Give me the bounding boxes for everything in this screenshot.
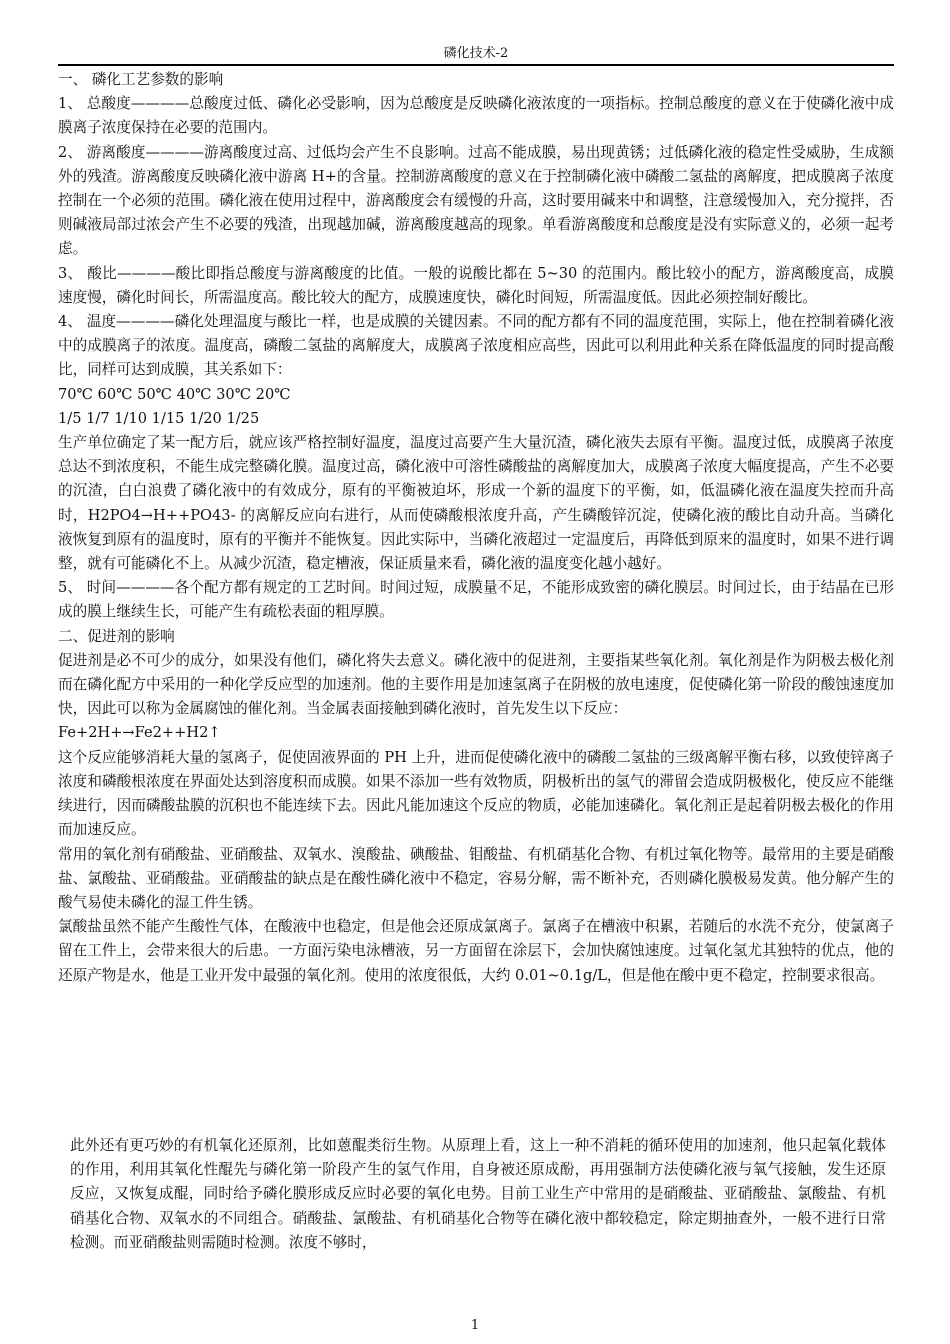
section-heading-2: 二、促进剂的影响 <box>58 627 175 645</box>
paragraph-common-oxidizers: 常用的氧化剂有硝酸盐、亚硝酸盐、双氧水、溴酸盐、碘酸盐、钼酸盐、有机硝基化合物、有机过氧化物等。最常用的主要是硝酸盐、氯酸盐、亚硝酸盐。亚硝酸盐的缺点是在酸性磷化液中不稳定，容易分解，需不断补充，否则磷化膜极易发黄。他分解产生的酸气易使未磷化的湿工件生锈。 <box>58 845 894 911</box>
ratio-values-line: 1/5 1/7 1/10 1/15 1/20 1/25 <box>58 409 260 427</box>
paragraph-accelerator: 促进剂是必不可少的成分，如果没有他们，磷化将失去意义。磷化液中的促进剂，主要指某些氧化剂。氧化剂是作为阴极去极化剂而在磷化配方中采用的一种化学反应型的加速剂。他的主要作用是加速氢离子在阴极的放电速度，促使磷化第一阶段的酸蚀速度加快，因此可以称为金属腐蚀的催化剂。当金属表面接触到磷化液时，首先发生以下反应： <box>58 651 894 718</box>
page-header-title: 磷化技术-2 <box>443 46 509 61</box>
page-number: 1 <box>470 1318 480 1333</box>
paragraph-time: 5、 时间————各个配方都有规定的工艺时间。时间过短，成膜量不足，不能形成致密的磷化膜层。时间过长，由于结晶在已形成的膜上继续生长，可能产生有疏松表面的粗厚膜。 <box>58 579 894 621</box>
reaction-equation: Fe+2H+→Fe2++H2↑ <box>58 724 221 742</box>
header-divider <box>58 64 894 66</box>
section-heading-1: 一、 磷化工艺参数的影响 <box>58 71 224 88</box>
document-body <box>58 68 894 988</box>
temperature-values-line: 70℃ 60℃ 50℃ 40℃ 30℃ 20℃ <box>58 385 291 403</box>
paragraph-total-acidity: 1、 总酸度————总酸度过低、磷化必受影响，因为总酸度是反映磷化液浓度的一项指标。控制总酸度的意义在于使磷化液中成膜离子浓度保持在必要的范围内。 <box>58 95 894 137</box>
paragraph-acid-ratio: 3、 酸比————酸比即指总酸度与游离酸度的比值。一般的说酸比都在 5~30 的范围内。酸比较小的配方，游离酸度高，成膜速度慢，磷化时间长，所需温度高。酸比较大的配方，成膜速度快，磷化时间短，所需温度低。因此必须控制好酸比。 <box>58 264 894 306</box>
paragraph-organic-redox: 此外还有更巧妙的有机氧化还原剂，比如蒽醌类衍生物。从原理上看，这上一种不消耗的循环使用的加速剂，他只起氧化载体的作用，利用其氧化性醌先与磷化第一阶段产生的氢气作用，自身被还原成酚，再用强制方法使磷化液与氧气接触，发生还原反应，又恢复成醌，同时给予磷化膜形成反应时必要的氧化电势。目前工业生产中常用的是硝酸盐、亚硝酸盐、氯酸盐、有机硝基化合物、双氧水的不同组合。硝酸盐、氯酸盐、有机硝基化合物等在磷化液中都较稳定，除定期抽查外，一般不进行日常检测。而亚硝酸盐则需随时检测。浓度不够时， <box>70 1137 886 1251</box>
paragraph-temperature: 4、 温度————磷化处理温度与酸比一样，也是成膜的关键因素。不同的配方都有不同的温度范围，实际上，他在控制着磷化液中的成膜离子的浓度。温度高，磷酸二氢盐的离解度大，成膜离子浓度相应高些，因此可以利用此种关系在降低温度的同时提高酸比，同样可达到成膜，其关系如下： <box>58 313 894 379</box>
paragraph-temperature-control: 生产单位确定了某一配方后，就应该严格控制好温度，温度过高要产生大量沉渣，磷化液失去原有平衡。温度过低，成膜离子浓度总达不到浓度积，不能生成完整磷化膜。温度过高，磷化液中可溶性磷酸盐的离解度加大，成膜离子浓度大幅度提高，产生不必要的沉渣，白白浪费了磷化液中的有效成分，原有的平衡被迫坏，形成一个新的温度下的平衡，如，低温磷化液在温度失控而升高时，H2PO4→H++PO43- 的离解反应向右进行，从而使磷酸根浓度升高，产生磷酸锌沉淀，使磷化液的酸比自动升高。当磷化液恢复到原有的温度时，原有的平衡并不能恢复。因此实际中，当磷化液超过一定温度后，再降低到原来的温度时，如果不进行调整，就有可能磷化不上。从减少沉渣，稳定槽液，保证质量来看，磷化液的温度变化越小越好。 <box>58 434 894 573</box>
tail-section <box>70 1134 886 1255</box>
paragraph-chlorate: 氯酸盐虽然不能产生酸性气体，在酸液中也稳定，但是他会还原成氯离子。氯离子在槽液中积累，若随后的水洗不充分，使氯离子留在工件上，会带来很大的后患。一方面污染电泳槽液，另一方面留在涂层下，会加快腐蚀速度。过氧化氢尤其独特的优点，他的还原产物是水，他是工业开发中最强的氧化剂。使用的浓度很低，大约 0.01~0.1g/L，但是他在酸中更不稳定，控制要求很高。 <box>58 918 894 984</box>
paragraph-reaction-effect: 这个反应能够消耗大量的氢离子，促使固液界面的 PH 上升，进而促使磷化液中的磷酸二氢盐的三级离解平衡右移，以致使锌离子浓度和磷酸根浓度在界面处达到溶度积而成膜。如果不添加一些有效物质，阴极析出的氢气的滞留会造成阴极极化，使反应不能继续进行，因而磷酸盐膜的沉积也不能连续下去。因此凡能加速这个反应的物质，必能加速磷化。氧化剂正是起着阴极去极化的作用而加速反应。 <box>58 748 894 839</box>
paragraph-free-acidity: 2、 游离酸度————游离酸度过高、过低均会产生不良影响。过高不能成膜，易出现黄锈；过低磷化液的稳定性受威胁，生成额外的残渣。游离酸度反映磷化液中游离 H+的含量。控制游离酸度的意义在于控制磷化液中磷酸二氢盐的离解度，把成膜离子浓度控制在一个必须的范围。磷化液在使用过程中，游离酸度会有缓慢的升高，这时要用碱来中和调整，注意缓慢加入，充分搅拌，否则碱液局部过浓会产生不必要的残渣，出现越加碱，游离酸度越高的现象。单看游离酸度和总酸度是没有实际意义的，必须一起考虑。 <box>58 143 894 258</box>
